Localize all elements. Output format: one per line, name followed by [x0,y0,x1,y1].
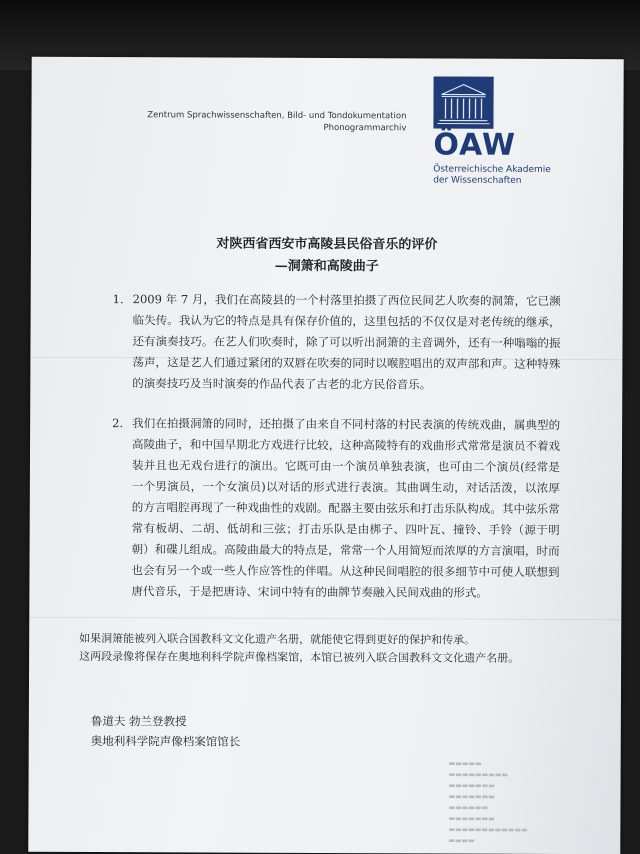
institute-name: Zentrum Sprachwissenschaften, Bild- und Tondokumentation [116,109,406,122]
academy-name [433,164,551,187]
oaw-logo-text: ÖAW [433,128,516,162]
signature-block [91,711,241,752]
academy-name-line1: Österreichische Akademie [433,164,551,176]
academy-name-line2: der Wissenschaften [433,175,551,187]
paragraph-2 [111,413,560,615]
paragraph-1 [112,289,560,401]
document-title: 对陕西省西安市高陵县民俗音乐的评价 [31,232,623,254]
closing-line-1: 如果洞箫能被列入联合国教科文文化遗产名册，就能使它得到更好的保护和传承。 [79,630,599,650]
footer-address-faint: ▬▬▬▬▬ ▬▬▬▬▬▬▬▬▬ ▬▬▬▬▬▬▬ ▬▬▬▬▬▬▬ ▬▬▬▬▬▬ ▬▬▬▬▬▬▬ ▬▬▬▬▬▬▬▬▬▬▬▬ ▬▬▬▬ [448,759,528,847]
paragraph-number: 1. [113,289,124,310]
signatory-position: 奥地利科学院声像档案馆馆长 [91,731,241,752]
letter-page [28,57,623,854]
paragraph-text: 2009 年 7 月，我们在高陵县的一个村落里拍摄了西位民间艺人吹奏的洞箫，它已濒临失传。我认为它的特点是具有保存价值的，这里包括的不仅仅是对老传统的继承，还有演奏技巧。在艺人们吹奏时，除了可以听出洞箫的主音调外，还有一种嗡嗡的振荡声，这是艺人们通过紧闭的双唇在吹奏的同时以喉腔唱出的双声部和声。这种特殊的演奏技巧及当时演奏的作品代表了古老的北方民俗音乐。 [132,289,560,396]
signatory-name: 鲁道夫 勃兰登教授 [91,711,241,732]
paragraph-text: 我们在拍摄洞箫的同时，还拍摄了由来自不同村落的村民表演的传统戏曲，属典型的高陵曲子，和中国早期北方戏进行比较，这种高陵特有的戏曲形式常常是演员不着戏装并且也无戏台进行的演出。它既可由一个演员单独表演，也可由二个演员(经常是一个男演员，一个女演员)以对话的形式进行表演。其曲调生动，对话活泼，以浓厚的方言唱腔再现了一种戏曲性的戏剧。配器主要由弦乐和打击乐队构成。其中弦乐常常有板胡、二胡、低胡和三弦；打击乐队是由梆子、四叶瓦、撞铃、手铃（源于明朝）和碟儿组成。高陵曲最大的特点是，常常一个人用简短而浓厚的方言演唱，时而也会有另一个或一些人作应答性的伴唱。从这种民间唱腔的很多细节中可使人联想到唐代音乐，于是把唐诗、宋词中特有的曲牌节奏融入民间戏曲的形式。 [131,413,560,604]
paper-fold [29,617,621,621]
academy-building-logo-icon [433,76,493,128]
closing-remarks [79,630,599,668]
paragraph-number: 2. [112,413,123,434]
institute-header [116,109,406,134]
closing-line-2: 这两段录像将保存在奥地利科学院声像档案馆，本馆已被列入联合国教科文文化遗产名册。 [79,648,599,668]
document-subtitle: —洞箫和高陵曲子 [31,254,623,276]
department-name: Phonogrammarchiv [116,121,406,134]
